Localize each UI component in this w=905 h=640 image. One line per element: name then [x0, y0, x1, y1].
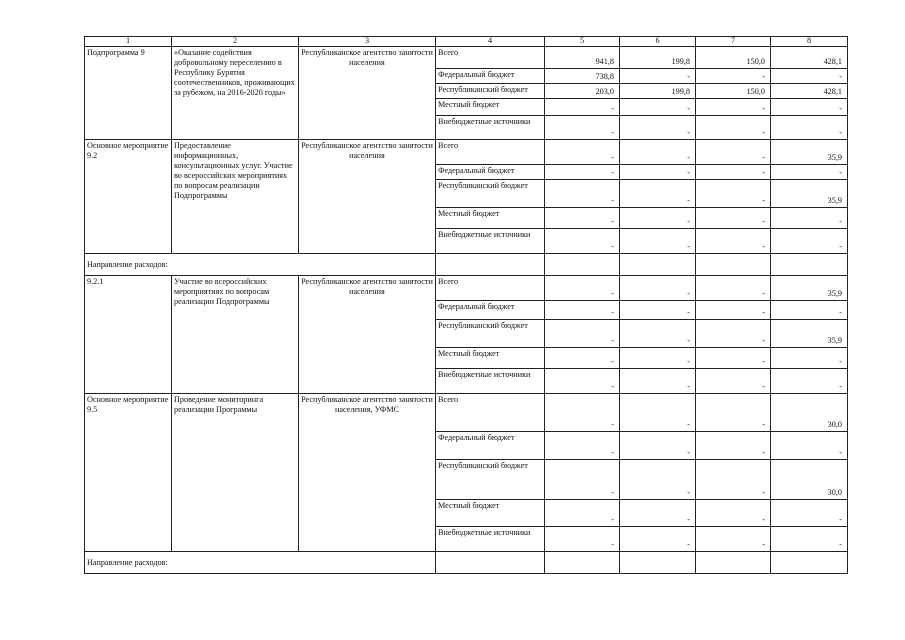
value-cell: - [620, 229, 696, 254]
empty-cell [771, 552, 848, 574]
value-cell: - [545, 116, 620, 140]
funding-source: Республиканский бюджет [436, 84, 545, 99]
value-cell: - [620, 69, 696, 84]
value-cell: - [696, 116, 771, 140]
value-cell: - [696, 432, 771, 460]
funding-source: Республиканский бюджет [436, 320, 545, 348]
value-cell: - [696, 301, 771, 320]
value-cell: - [545, 165, 620, 180]
value-cell: - [696, 99, 771, 116]
funding-source: Всего [436, 140, 545, 165]
value-cell: - [696, 460, 771, 500]
funding-source: Местный бюджет [436, 99, 545, 116]
value-cell: 35,9 [771, 276, 848, 301]
row-code: Подпрограмма 9 [85, 47, 172, 140]
header-row [85, 37, 848, 47]
value-cell: 35,9 [771, 320, 848, 348]
value-cell: - [620, 165, 696, 180]
value-cell: - [696, 320, 771, 348]
direction-row [85, 254, 848, 276]
value-cell: - [771, 348, 848, 369]
value-cell: - [696, 527, 771, 552]
empty-cell [696, 254, 771, 276]
value-cell: 150,0 [696, 84, 771, 99]
value-cell: - [545, 460, 620, 500]
funding-source: Местный бюджет [436, 348, 545, 369]
table-row [85, 276, 848, 301]
value-cell: - [696, 500, 771, 527]
funding-source: Местный бюджет [436, 500, 545, 527]
value-cell: - [696, 69, 771, 84]
value-cell: - [696, 180, 771, 208]
value-cell: 941,8 [545, 47, 620, 69]
value-cell: - [620, 500, 696, 527]
empty-cell [620, 552, 696, 574]
funding-source: Внебюджетные источники [436, 116, 545, 140]
empty-cell [436, 254, 545, 276]
value-cell: 199,8 [620, 47, 696, 69]
value-cell: - [545, 208, 620, 229]
empty-cell [545, 552, 620, 574]
value-cell: - [696, 348, 771, 369]
value-cell: 203,0 [545, 84, 620, 99]
row-code: Основное мероприятие 9.2 [85, 140, 172, 254]
value-cell: - [545, 301, 620, 320]
value-cell: - [545, 99, 620, 116]
value-cell: - [696, 165, 771, 180]
row-executor: Республиканское агентство занятости населения [299, 140, 436, 254]
value-cell: - [620, 116, 696, 140]
value-cell: - [620, 99, 696, 116]
value-cell: - [696, 229, 771, 254]
row-name: Участие во всероссийских мероприятиях по вопросам реализации Подпрограммы [172, 276, 299, 394]
value-cell: - [545, 140, 620, 165]
value-cell: - [696, 369, 771, 394]
empty-cell [436, 552, 545, 574]
header-cell: 3 [299, 37, 436, 47]
value-cell: - [620, 394, 696, 432]
direction-row [85, 552, 848, 574]
row-code: 9.2.1 [85, 276, 172, 394]
table-row [85, 140, 848, 165]
header-cell: 1 [85, 37, 172, 47]
value-cell: 35,9 [771, 140, 848, 165]
header-cell: 2 [172, 37, 299, 47]
value-cell: - [771, 208, 848, 229]
value-cell: - [696, 208, 771, 229]
value-cell: - [771, 99, 848, 116]
value-cell: - [771, 527, 848, 552]
value-cell: - [771, 69, 848, 84]
value-cell: - [620, 301, 696, 320]
funding-source: Федеральный бюджет [436, 69, 545, 84]
header-cell: 5 [545, 37, 620, 47]
value-cell: 35,9 [771, 180, 848, 208]
value-cell: - [545, 432, 620, 460]
funding-source: Республиканский бюджет [436, 180, 545, 208]
value-cell: - [545, 320, 620, 348]
value-cell: - [620, 432, 696, 460]
funding-source: Местный бюджет [436, 208, 545, 229]
empty-cell [771, 254, 848, 276]
row-executor: Республиканское агентство занятости населения, УФМС [299, 394, 436, 552]
row-name: Предоставление информационных, консультационных услуг. Участие во всероссийских мероприятиях по вопросам реализации Подпрограммы [172, 140, 299, 254]
value-cell: - [545, 394, 620, 432]
row-executor: Республиканское агентство занятости населения [299, 276, 436, 394]
value-cell: - [771, 369, 848, 394]
value-cell: - [771, 500, 848, 527]
value-cell: 199,8 [620, 84, 696, 99]
value-cell: 30,0 [771, 460, 848, 500]
value-cell: 428,1 [771, 47, 848, 69]
empty-cell [696, 552, 771, 574]
row-name: Проведение мониторинга реализации Программы [172, 394, 299, 552]
value-cell: - [771, 229, 848, 254]
funding-source: Внебюджетные источники [436, 369, 545, 394]
empty-cell [620, 254, 696, 276]
value-cell: 150,0 [696, 47, 771, 69]
value-cell: - [620, 320, 696, 348]
value-cell: - [696, 276, 771, 301]
value-cell: - [545, 500, 620, 527]
direction-label: Направление расходов: [85, 254, 436, 276]
funding-source: Внебюджетные источники [436, 229, 545, 254]
value-cell: - [545, 348, 620, 369]
header-cell: 4 [436, 37, 545, 47]
value-cell: - [620, 527, 696, 552]
budget-table [84, 36, 848, 574]
direction-label: Направление расходов: [85, 552, 436, 574]
value-cell: - [771, 116, 848, 140]
value-cell: - [620, 208, 696, 229]
funding-source: Федеральный бюджет [436, 301, 545, 320]
row-code: Основное мероприятие 9.5 [85, 394, 172, 552]
funding-source: Республиканский бюджет [436, 460, 545, 500]
table-body [85, 37, 848, 574]
table-row [85, 394, 848, 432]
value-cell: - [620, 369, 696, 394]
value-cell: 428,1 [771, 84, 848, 99]
value-cell: - [620, 348, 696, 369]
value-cell: - [696, 140, 771, 165]
value-cell: 30,0 [771, 394, 848, 432]
value-cell: - [696, 394, 771, 432]
funding-source: Всего [436, 394, 545, 432]
value-cell: - [771, 301, 848, 320]
row-name: «Оказание содействия добровольному переселению в Республику Бурятия соотечественников, проживающих за рубежом, на 2016-2020 годы» [172, 47, 299, 140]
funding-source: Федеральный бюджет [436, 432, 545, 460]
value-cell: - [771, 432, 848, 460]
value-cell: - [545, 276, 620, 301]
value-cell: - [545, 527, 620, 552]
funding-source: Всего [436, 47, 545, 69]
table-row [85, 47, 848, 69]
value-cell: - [545, 369, 620, 394]
header-cell: 6 [620, 37, 696, 47]
value-cell: - [545, 229, 620, 254]
value-cell: - [545, 180, 620, 208]
empty-cell [545, 254, 620, 276]
header-cell: 8 [771, 37, 848, 47]
funding-source: Внебюджетные источники [436, 527, 545, 552]
value-cell: - [620, 180, 696, 208]
value-cell: - [771, 165, 848, 180]
header-cell: 7 [696, 37, 771, 47]
funding-source: Всего [436, 276, 545, 301]
value-cell: - [620, 460, 696, 500]
value-cell: - [620, 276, 696, 301]
funding-source: Федеральный бюджет [436, 165, 545, 180]
row-executor: Республиканское агентство занятости населения [299, 47, 436, 140]
value-cell: - [620, 140, 696, 165]
value-cell: 738,8 [545, 69, 620, 84]
